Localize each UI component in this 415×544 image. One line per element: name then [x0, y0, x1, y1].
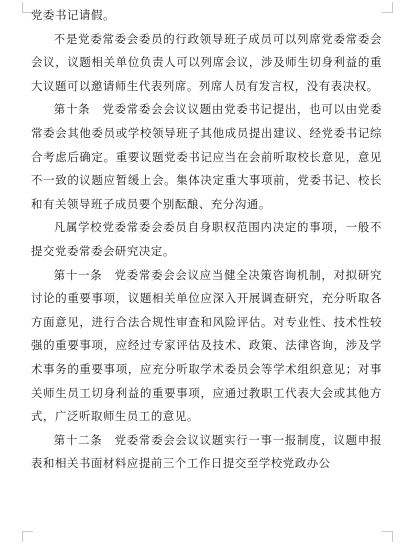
- paragraph-continuation: 党委书记请假。: [31, 8, 115, 22]
- paragraph-article-10-note: 凡属学校党委常委会委员自身职权范围内决定的事项，一般不提交党委常委会研究决定。: [31, 220, 382, 258]
- crop-mark-top-right: [382, 2, 393, 13]
- crop-mark-bottom-right: [382, 531, 393, 542]
- paragraph-article-11: 第十一条 党委常委会会议应当健全决策咨询机制，对拟研究讨论的重要事项，议题相关单位应深入开展调查研究，充分听取各方面意见，进行合法合规性审查和风险评估。对专业性、技术性较强的重要事项，应经过专家评估及技术、政策、法律咨询，涉及学术事务的重要事项，应充分听取学术委员会等学术组织意见；对事关师生员工切身利益的重要事项，应通过教职工代表大会或其他方式，广泛听取师生员工的意见。: [31, 267, 382, 424]
- paragraph-article-12: 第十二条 党委常委会会议议题实行一事一报制度，议题申报表和相关书面材料应提前三个工作日提交至学校党政办公: [31, 432, 382, 471]
- paragraph-article-10: 第十条 党委常委会会议议题由党委书记提出，也可以由党委常委会其他委员或学校领导班子其他成员提出建议、经党委书记综合考虑后确定。重要议题党委书记应当在会前听取校长意见，意见不一致的议题应暂缓上会。集体决定重大事项前，党委书记、校长和有关领导班子成员要个别酝酿、充分沟通。: [31, 102, 382, 211]
- paragraph-attendance: 不是党委常委会委员的行政领导班子成员可以列席党委常委会会议，议题相关单位负责人可以列席会议，涉及师生切身利益的重大议题可以邀请师生代表列席。列席人员有发言权，没有表决权。: [31, 31, 382, 93]
- document-body: [31, 4, 382, 476]
- crop-mark-bottom-left: [22, 531, 33, 542]
